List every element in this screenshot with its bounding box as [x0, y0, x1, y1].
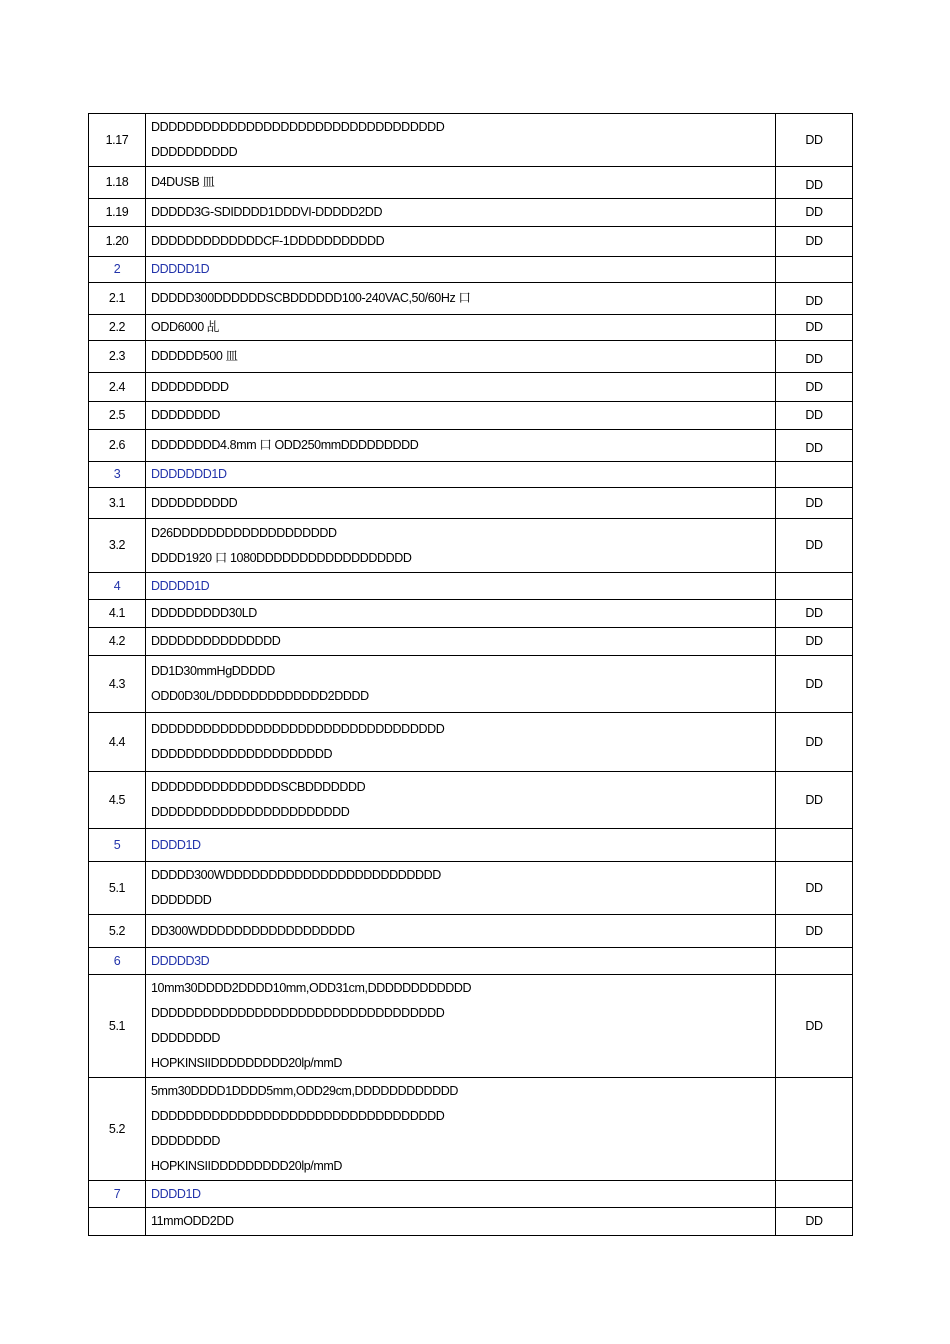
description-line: DDDD1D	[151, 837, 201, 852]
item-number	[89, 341, 146, 373]
item-description	[146, 975, 776, 1078]
item-number-text: 1.18	[105, 175, 129, 189]
item-value-text: DD	[805, 734, 823, 749]
item-number	[89, 772, 146, 829]
item-value	[776, 283, 853, 315]
item-value-text: DD	[805, 320, 823, 334]
item-number-text: 2	[113, 262, 121, 276]
item-value	[776, 167, 853, 199]
description-line: DDDD1920 口 1080DDDDDDDDDDDDDDDDDD	[151, 550, 412, 565]
item-value	[776, 1078, 853, 1181]
item-row	[89, 1208, 853, 1236]
item-value-text: DD	[805, 441, 823, 455]
item-number-text: 4.1	[108, 606, 126, 620]
item-value	[776, 373, 853, 402]
item-description	[146, 573, 776, 600]
description-line: HOPKINSIIDDDDDDDDD20lp/mmD	[151, 1159, 343, 1173]
item-row	[89, 862, 853, 915]
item-description	[146, 656, 776, 713]
item-description	[146, 283, 776, 315]
item-row	[89, 975, 853, 1078]
item-number	[89, 519, 146, 573]
item-number	[89, 114, 146, 167]
section-row	[89, 948, 853, 975]
description-line: DDDDDDDD4.8mm 口 ODD250mmDDDDDDDDD	[151, 438, 419, 452]
item-description	[146, 772, 776, 829]
description-line: DDDDDDDDDDDDDDDDDDDDDDDDDDDDDDDDDD	[151, 120, 445, 134]
item-row	[89, 167, 853, 199]
item-value	[776, 656, 853, 713]
description-line: ODD6000 乩	[151, 320, 219, 334]
item-number-text: 2.4	[108, 379, 126, 394]
description-line: DDDDDDDDD30LD	[151, 606, 257, 620]
item-row	[89, 283, 853, 315]
item-description	[146, 462, 776, 488]
item-number	[89, 948, 146, 975]
item-number-text: 1.19	[105, 205, 129, 219]
item-value	[776, 713, 853, 772]
item-number-text: 3.2	[108, 538, 126, 552]
description-line: DDDDDDDDDD	[151, 495, 238, 510]
item-description	[146, 1078, 776, 1181]
item-row	[89, 227, 853, 257]
item-value	[776, 915, 853, 948]
item-value	[776, 573, 853, 600]
item-value	[776, 862, 853, 915]
item-value	[776, 199, 853, 227]
spec-table-body	[89, 114, 853, 1236]
item-number	[89, 1078, 146, 1181]
item-value-text: DD	[805, 1018, 823, 1033]
item-value-text: DD	[805, 538, 823, 552]
item-number-text: 2.3	[108, 349, 126, 363]
item-row	[89, 1078, 853, 1181]
item-number-text: 5.2	[108, 1121, 126, 1136]
description-line: DDDDDDD	[151, 893, 212, 907]
description-line: DDDDD1D	[151, 262, 210, 276]
description-line: DDDDDDDDDDDDDDDDDDDDDDDDDDDDDDDDDD	[151, 722, 445, 736]
item-number-text: 3.1	[108, 495, 126, 510]
item-number	[89, 227, 146, 257]
item-number-text: 5.2	[108, 923, 126, 938]
description-line: DDDDDDDD	[151, 1031, 221, 1045]
item-description	[146, 628, 776, 656]
item-value-text: DD	[805, 352, 823, 366]
description-line: DDDDDDDDDDDDDDDSCBDDDDDDD	[151, 780, 366, 794]
item-description	[146, 915, 776, 948]
item-row	[89, 772, 853, 829]
item-number-text: 7	[113, 1186, 121, 1201]
item-value-text: DD	[805, 408, 823, 422]
description-line: DDDDD3G-SDIDDDD1DDDVI-DDDDD2DD	[151, 205, 383, 219]
item-value-text: DD	[805, 1214, 823, 1228]
item-value	[776, 829, 853, 862]
description-line: DDDDDD500 皿	[151, 349, 238, 363]
item-value-text: DD	[805, 634, 823, 648]
section-row	[89, 257, 853, 283]
item-number	[89, 1208, 146, 1236]
item-number-text: 2.6	[108, 438, 126, 452]
item-number	[89, 167, 146, 199]
item-value	[776, 402, 853, 430]
item-description	[146, 1181, 776, 1208]
description-line: 5mm30DDDD1DDDD5mm,ODD29cm,DDDDDDDDDDDD	[151, 1084, 459, 1098]
description-line: DDDDDDDDD	[151, 379, 229, 394]
section-row	[89, 1181, 853, 1208]
description-line: HOPKINSIIDDDDDDDDD20lp/mmD	[151, 1056, 343, 1070]
item-value-text: DD	[805, 294, 823, 308]
item-value	[776, 114, 853, 167]
item-number-text: 4.2	[108, 634, 126, 648]
item-row	[89, 402, 853, 430]
item-number	[89, 430, 146, 462]
item-row	[89, 315, 853, 341]
item-number	[89, 829, 146, 862]
item-row	[89, 915, 853, 948]
item-number	[89, 915, 146, 948]
item-number-text: 4.4	[108, 734, 126, 749]
item-value	[776, 341, 853, 373]
item-description	[146, 713, 776, 772]
item-description	[146, 402, 776, 430]
description-line: 11mmODD2DD	[151, 1214, 234, 1228]
item-value	[776, 948, 853, 975]
item-number	[89, 713, 146, 772]
item-row	[89, 199, 853, 227]
item-value-text: DD	[805, 205, 823, 219]
item-row	[89, 600, 853, 628]
item-value	[776, 462, 853, 488]
description-line: DDDDDDDDDDDDDDDDDDDDDDDDDDDDDDDDDD	[151, 1006, 445, 1020]
item-value-text: DD	[805, 132, 823, 147]
description-line: DDDDD1D	[151, 578, 210, 593]
item-value-text: DD	[805, 676, 823, 691]
item-description	[146, 114, 776, 167]
item-number-text: 6	[113, 953, 121, 968]
item-row	[89, 519, 853, 573]
item-number-text: 5.1	[108, 880, 126, 895]
description-line: DDDDDDDD	[151, 408, 221, 422]
description-line: 10mm30DDDD2DDDD10mm,ODD31cm,DDDDDDDDDDDD	[151, 981, 472, 995]
description-line: D4DUSB 皿	[151, 175, 215, 189]
item-number	[89, 257, 146, 283]
item-number	[89, 488, 146, 519]
description-line: DDDDDDDDDDDDDDDDDDDDDDD	[151, 805, 350, 819]
section-row	[89, 462, 853, 488]
description-line: DDDDD300DDDDDDSCBDDDDDD100-240VAC,50/60Hz 口	[151, 291, 471, 305]
item-number-text: 4	[113, 578, 121, 593]
description-line: DD300WDDDDDDDDDDDDDDDDDD	[151, 923, 355, 938]
item-description	[146, 199, 776, 227]
description-line: DDDDDDD1D	[151, 467, 227, 481]
description-line: DDDDDDDDDD	[151, 145, 238, 159]
item-number	[89, 573, 146, 600]
item-value	[776, 600, 853, 628]
item-value-text: DD	[805, 792, 823, 807]
item-value	[776, 628, 853, 656]
item-number	[89, 975, 146, 1078]
item-value	[776, 227, 853, 257]
description-line: DD1D30mmHgDDDDD	[151, 664, 275, 678]
item-number	[89, 862, 146, 915]
item-value-text: DD	[805, 234, 823, 248]
section-row	[89, 829, 853, 862]
item-value	[776, 975, 853, 1078]
item-description	[146, 519, 776, 573]
item-value	[776, 1208, 853, 1236]
description-line: DDDDD3D	[151, 953, 210, 968]
item-description	[146, 167, 776, 199]
item-description	[146, 430, 776, 462]
item-number-text: 3	[113, 467, 121, 481]
item-description	[146, 862, 776, 915]
item-number	[89, 373, 146, 402]
item-number-text: 1.20	[105, 234, 129, 248]
item-value-text: DD	[805, 495, 823, 510]
item-row	[89, 114, 853, 167]
item-number	[89, 462, 146, 488]
item-description	[146, 257, 776, 283]
item-row	[89, 488, 853, 519]
item-value	[776, 1181, 853, 1208]
item-description	[146, 341, 776, 373]
item-value-text: DD	[805, 606, 823, 620]
item-number	[89, 315, 146, 341]
item-number	[89, 1181, 146, 1208]
item-number	[89, 628, 146, 656]
description-line: D26DDDDDDDDDDDDDDDDDDD	[151, 525, 337, 540]
item-number-text: 4.3	[108, 676, 126, 691]
item-value	[776, 430, 853, 462]
item-row	[89, 373, 853, 402]
item-description	[146, 1208, 776, 1236]
description-line: DDDDDDDDDDDDDDDDDDDDDDDDDDDDDDDDDD	[151, 1109, 445, 1123]
description-line: DDDDD300WDDDDDDDDDDDDDDDDDDDDDDDDD	[151, 868, 441, 882]
item-description	[146, 948, 776, 975]
item-value	[776, 257, 853, 283]
item-number	[89, 199, 146, 227]
item-number-text: 1.17	[105, 132, 129, 147]
description-line: DDDDDDDDDDDDDDDDDDDDD	[151, 747, 333, 761]
item-row	[89, 430, 853, 462]
item-row	[89, 628, 853, 656]
item-number	[89, 283, 146, 315]
item-value	[776, 315, 853, 341]
item-value-text: DD	[805, 379, 823, 394]
item-description	[146, 227, 776, 257]
item-number	[89, 656, 146, 713]
item-description	[146, 373, 776, 402]
item-row	[89, 656, 853, 713]
item-number	[89, 600, 146, 628]
item-number-text: 5.1	[108, 1018, 126, 1033]
item-description	[146, 315, 776, 341]
item-number-text: 4.5	[108, 792, 126, 807]
section-row	[89, 573, 853, 600]
item-value	[776, 488, 853, 519]
description-line: DDDDDDDDDDDDDDD	[151, 634, 281, 648]
description-line: ODD0D30L/DDDDDDDDDDDDD2DDDD	[151, 689, 369, 703]
item-number-text: 5	[113, 837, 121, 852]
item-value	[776, 772, 853, 829]
item-value-text: DD	[805, 178, 823, 192]
item-value-text: DD	[805, 880, 823, 895]
spec-table	[88, 113, 853, 1236]
description-line: DDDDDDDDDDDDDCF-1DDDDDDDDDDD	[151, 234, 385, 248]
item-row	[89, 713, 853, 772]
item-value	[776, 519, 853, 573]
item-number-text: 2.5	[108, 408, 126, 422]
item-number-text: 2.1	[108, 291, 126, 305]
item-number	[89, 402, 146, 430]
item-description	[146, 488, 776, 519]
description-line: DDDD1D	[151, 1186, 201, 1201]
item-number-text: 2.2	[108, 320, 126, 334]
item-value-text: DD	[805, 923, 823, 938]
item-description	[146, 600, 776, 628]
description-line: DDDDDDDD	[151, 1134, 221, 1148]
item-row	[89, 341, 853, 373]
item-description	[146, 829, 776, 862]
